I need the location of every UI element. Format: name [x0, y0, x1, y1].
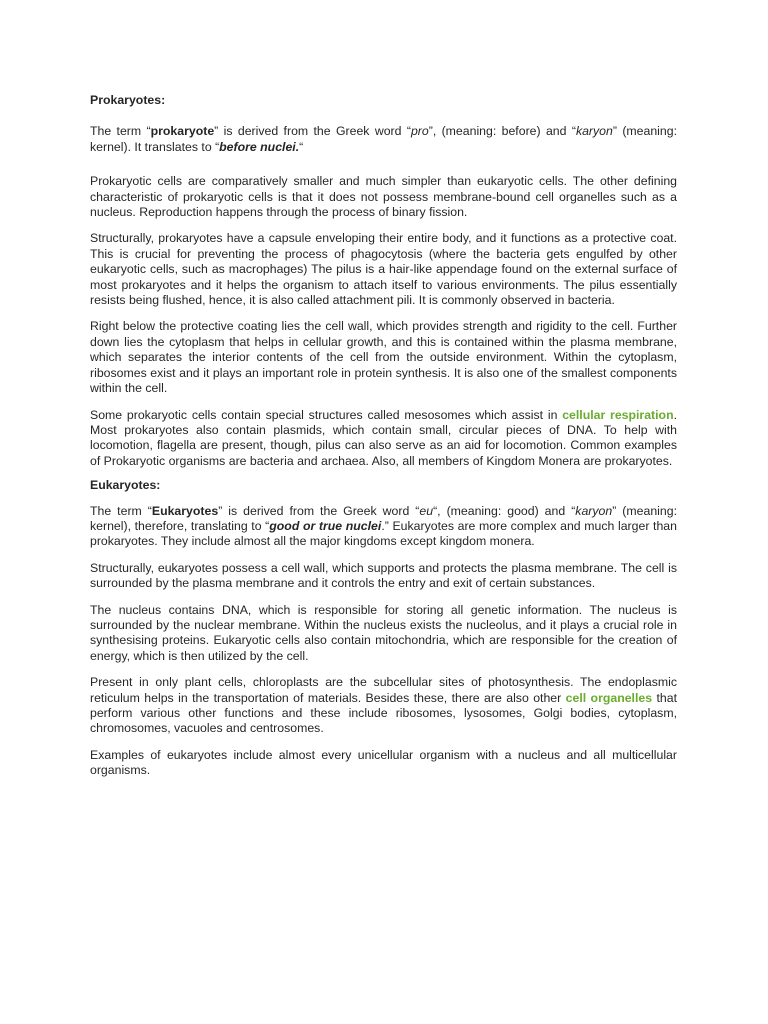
text-run: that perform various other functions and these include ribosomes, lysosomes, Golgi bodies, cytoplasm, chromosomes, vacuoles and centrosomes. [90, 690, 677, 736]
text-run: ” (meaning: kernel). It translates to “ [90, 124, 677, 154]
eukaryotes-intro [90, 504, 677, 550]
prokaryotes-paragraph-4 [90, 408, 677, 470]
prokaryotes-paragraph-1: Prokaryotic cells are comparatively smaller and much simpler than eukaryotic cells. The other defining characteristic of prokaryotic cells is that it does not possess membrane-bound cell organelles such as a nucleus. Reproduction happens through the process of binary fission. [90, 174, 677, 220]
eukaryotes-paragraph-4: Examples of eukaryotes include almost every unicellular organism with a nucleus and all multicellular organisms. [90, 747, 677, 778]
term-eukaryotes: Eukaryotes [151, 503, 219, 518]
text-run: . Most prokaryotes also contain plasmids, which contain small, circular pieces of DNA. To help with locomotion, flagella are present, though, pilus can also serve as an aid for locomotion. Common examples of Prokaryotic organisms are bacteria and archaea. Also, all members of Kingdom Monera are prokaryotes. [90, 407, 677, 468]
link-cellular-respiration[interactable]: cellular respiration [562, 407, 674, 422]
text-run: Present in only plant cells, chloroplasts are the subcellular sites of photosynthesis. The endoplasmic reticulum helps in the transportation of materials. Besides these, there are also other [90, 675, 677, 705]
eukaryotes-paragraph-2: The nucleus contains DNA, which is responsible for storing all genetic information. The nucleus is surrounded by the nuclear membrane. Within the nucleus exists the nucleolus, and it plays a crucial role in synthesising proteins. Eukaryotic cells also contain mitochondria, which are responsible for the creation of energy, which is then utilized by the cell. [90, 602, 677, 663]
text-run: The term “ [90, 124, 151, 139]
document-body [90, 93, 677, 779]
phrase-good-or-true-nuclei: good or true nuclei [269, 518, 382, 533]
prokaryotes-paragraph-3: Right below the protective coating lies the cell wall, which provides strength and rigidity to the cell. Further down lies the cytoplasm that helps in cellular growth, and this is contained within the plasma membrane, which separates the interior contents of the cell from the outside environment. Within the cytoplasm, ribosomes exist and it plays an important role in protein synthesis. It is also one of the smallest components within the cell. [90, 319, 677, 396]
text-run: The term “ [90, 503, 152, 518]
text-run: ” is derived from the Greek word “ [214, 124, 411, 139]
text-run: ”, (meaning: before) and “ [428, 124, 576, 139]
link-cell-organelles[interactable]: cell organelles [565, 690, 653, 705]
text-run: .” Eukaryotes are more complex and much larger than prokaryotes. They include almost all the major kingdoms except kingdom monera. [90, 518, 677, 549]
section-heading-eukaryotes: Eukaryotes: [90, 478, 161, 493]
word-eu: eu [419, 503, 434, 518]
eukaryotes-paragraph-3 [90, 675, 677, 737]
section-heading-prokaryotes: Prokaryotes: [90, 93, 166, 107]
prokaryotes-paragraph-2: Structurally, prokaryotes have a capsule enveloping their entire body, and it functions as a protective coat. This is crucial for preventing the process of phagocytosis (where the bacteria gets engulfed by other eukaryotic cells, such as macrophages) The pilus is a hair-like appendage found on the external surface of most prokaryotes and it helps the organism to attach itself to various environments. The pilus essentially resists being flushed, hence, it is also called attachment pili. It is commonly observed in bacteria. [90, 231, 677, 308]
word-karyon: karyon [575, 503, 613, 518]
eukaryotes-paragraph-1: Structurally, eukaryotes possess a cell wall, which supports and protects the plasma membrane. The cell is surrounded by the plasma membrane and it controls the entry and exit of certain substances. [90, 560, 677, 591]
text-run: “ [299, 139, 304, 154]
text-run: ” (meaning: kernel), therefore, translating to “ [90, 503, 677, 533]
text-run: “, (meaning: good) and “ [433, 503, 576, 518]
text-run: Some prokaryotic cells contain special structures called mesosomes which assist in [90, 407, 563, 422]
phrase-before-nuclei: before nuclei. [219, 139, 300, 154]
text-run: ” is derived from the Greek word “ [218, 503, 420, 518]
term-prokaryote: prokaryote [150, 124, 215, 139]
word-pro: pro [410, 124, 429, 139]
prokaryotes-intro [90, 124, 677, 155]
word-karyon: karyon [575, 124, 613, 139]
